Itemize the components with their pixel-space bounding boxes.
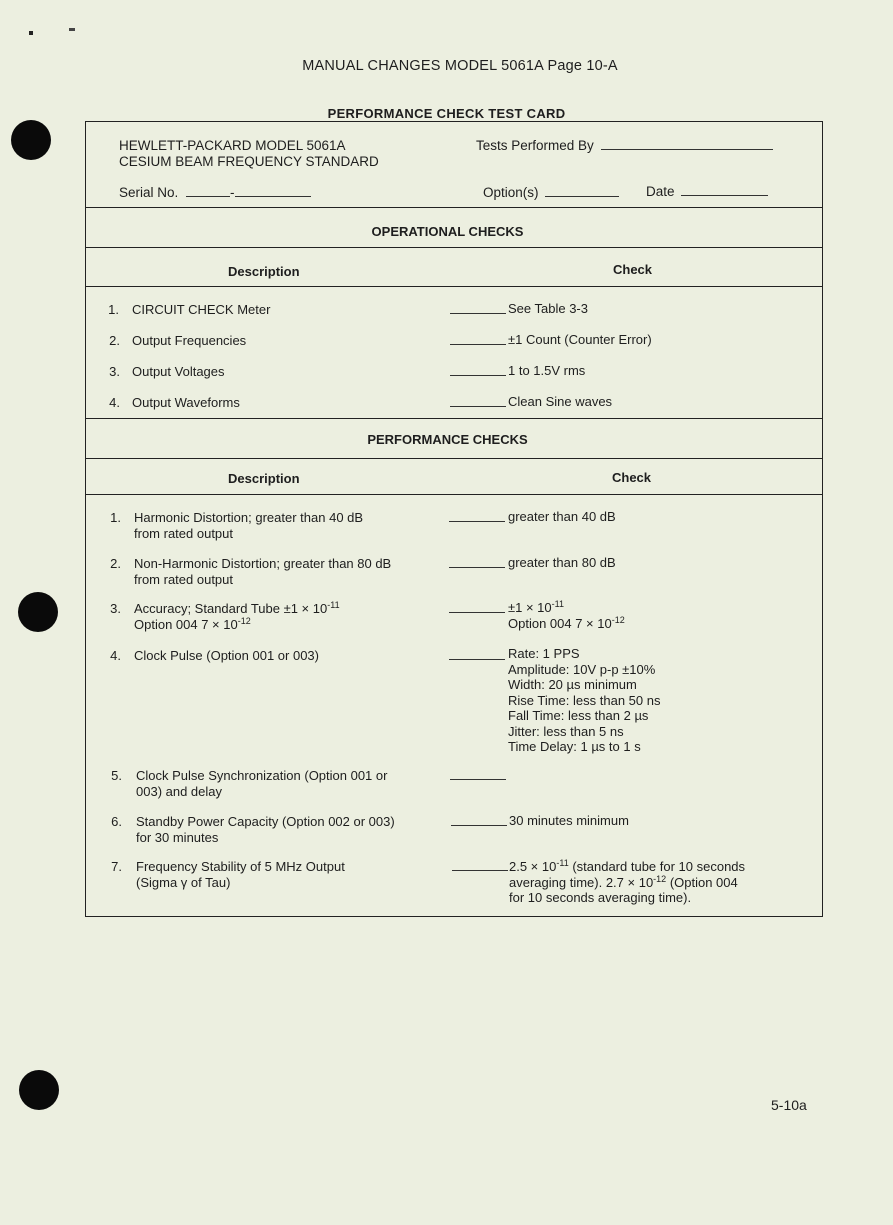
- performance-col-description: Description: [228, 471, 300, 486]
- check-text: Option 004 7 × 10: [508, 615, 612, 631]
- item-number: 7.: [111, 859, 122, 874]
- check-line: Rise Time: less than 50 ns: [508, 692, 661, 708]
- serial-blank-1[interactable]: [186, 184, 230, 197]
- item-check: See Table 3-3: [508, 301, 588, 316]
- item-check: [509, 859, 745, 906]
- exponent: -11: [556, 858, 569, 868]
- performance-col-check: Check: [612, 470, 652, 485]
- item-number: 1.: [108, 302, 119, 317]
- check-blank[interactable]: [450, 779, 506, 780]
- divider: [85, 418, 823, 419]
- exponent: -11: [551, 599, 564, 609]
- scan-speck: [29, 31, 33, 35]
- item-check: Clean Sine waves: [508, 394, 613, 409]
- item-description: Output Waveforms: [132, 395, 240, 410]
- check-text: ±1 × 10: [508, 600, 552, 615]
- check-blank[interactable]: [452, 870, 508, 871]
- description-line: [134, 617, 340, 633]
- item-number: 1.: [110, 510, 121, 525]
- description-line: from rated output: [134, 525, 233, 541]
- check-line: Amplitude: 10V p-p ±10%: [508, 661, 656, 677]
- divider: [85, 458, 823, 459]
- item-description: Clock Pulse (Option 001 or 003): [134, 648, 319, 663]
- serial-label: Serial No.: [119, 185, 179, 200]
- date-blank[interactable]: [681, 183, 768, 196]
- item-description: [136, 768, 387, 799]
- item-number: 2.: [110, 556, 121, 571]
- scan-speck: [69, 28, 75, 31]
- options-label: Option(s): [483, 185, 539, 200]
- description-text: Option 004 7 × 10: [134, 616, 238, 632]
- exponent: -11: [327, 600, 340, 610]
- check-blank[interactable]: [450, 313, 506, 314]
- serial-separator: -: [230, 185, 235, 200]
- item-number: 4.: [110, 648, 121, 663]
- item-description: Output Frequencies: [132, 333, 247, 348]
- description-line: Non-Harmonic Distortion; greater than 80 dB: [134, 556, 392, 571]
- item-check: ±1 Count (Counter Error): [508, 332, 652, 347]
- check-blank[interactable]: [451, 825, 507, 826]
- check-text: averaging time). 2.7 × 10: [509, 874, 654, 890]
- description-line: Standby Power Capacity (Option 002 or 003): [136, 814, 395, 829]
- page-header: MANUAL CHANGES MODEL 5061A Page 10-A: [302, 58, 618, 74]
- divider: [85, 494, 823, 495]
- date-label: Date: [646, 184, 675, 199]
- description-line: 003) and delay: [136, 783, 223, 799]
- operational-col-description: Description: [228, 264, 300, 279]
- item-description: [134, 601, 340, 632]
- item-number: 3.: [109, 364, 120, 379]
- date-field: [646, 183, 768, 199]
- binder-hole-top: [11, 120, 51, 160]
- options-blank[interactable]: [545, 184, 619, 197]
- check-text: (standard tube for 10 seconds: [568, 859, 746, 874]
- exponent: -12: [611, 614, 625, 625]
- item-check: 1 to 1.5V rms: [508, 363, 586, 378]
- item-number: 6.: [111, 814, 122, 829]
- card-title: PERFORMANCE CHECK TEST CARD: [327, 106, 566, 121]
- description-line: Harmonic Distortion; greater than 40 dB: [134, 510, 364, 525]
- check-line: [509, 875, 745, 891]
- item-description: [136, 859, 345, 890]
- binder-hole-bottom: [19, 1070, 59, 1110]
- tests-performed-blank[interactable]: [601, 137, 773, 150]
- binder-hole-middle: [18, 592, 58, 632]
- check-text: 2.5 × 10: [509, 859, 557, 874]
- check-line: for 10 seconds averaging time).: [509, 890, 692, 905]
- check-line: Rate: 1 PPS: [508, 646, 580, 661]
- options-field: [483, 184, 619, 200]
- description-line: (Sigma γ of Tau): [136, 874, 231, 890]
- item-check: 30 minutes minimum: [509, 813, 629, 828]
- check-blank[interactable]: [449, 659, 505, 660]
- item-check: greater than 80 dB: [508, 555, 616, 570]
- page-number: 5-10a: [771, 1097, 807, 1113]
- item-check: greater than 40 dB: [508, 509, 616, 524]
- item-description: [134, 510, 363, 541]
- description-text: Accuracy; Standard Tube ±1 × 10: [134, 601, 328, 616]
- item-description: Output Voltages: [132, 364, 225, 379]
- item-description: CIRCUIT CHECK Meter: [132, 302, 271, 317]
- item-check: [508, 646, 660, 755]
- item-number: 3.: [110, 601, 121, 616]
- operational-section-title: OPERATIONAL CHECKS: [371, 224, 524, 239]
- item-number: 5.: [111, 768, 122, 783]
- item-description: [136, 814, 395, 845]
- description-line: [134, 601, 340, 617]
- description-line: for 30 minutes: [136, 829, 219, 845]
- tests-performed-field: [476, 137, 773, 153]
- exponent: -12: [237, 615, 251, 626]
- check-blank[interactable]: [450, 406, 506, 407]
- description-line: from rated output: [134, 571, 233, 587]
- instrument-name: CESIUM BEAM FREQUENCY STANDARD: [119, 154, 379, 169]
- check-blank[interactable]: [449, 521, 505, 522]
- check-blank[interactable]: [449, 612, 505, 613]
- performance-section-title: PERFORMANCE CHECKS: [367, 432, 528, 447]
- serial-field: [119, 184, 311, 200]
- item-number: 4.: [109, 395, 120, 410]
- exponent: -12: [653, 873, 667, 884]
- item-description: [134, 556, 391, 587]
- serial-blank-2[interactable]: [235, 184, 311, 197]
- operational-col-check: Check: [613, 262, 653, 277]
- check-blank[interactable]: [450, 375, 506, 376]
- item-number: 2.: [109, 333, 120, 348]
- divider: [85, 247, 823, 248]
- check-text: (Option 004: [669, 874, 738, 890]
- check-line: [508, 616, 625, 632]
- check-line: Width: 20 µs minimum: [508, 677, 637, 692]
- check-blank[interactable]: [450, 344, 506, 345]
- tests-performed-label: Tests Performed By: [476, 138, 594, 153]
- check-blank[interactable]: [449, 567, 505, 568]
- check-line: Fall Time: less than 2 µs: [508, 708, 649, 723]
- check-line: Time Delay: 1 µs to 1 s: [508, 739, 641, 754]
- check-line: [509, 859, 745, 875]
- check-line: Jitter: less than 5 ns: [508, 723, 624, 739]
- check-line: [508, 600, 625, 616]
- item-check: [508, 600, 625, 631]
- description-line: Frequency Stability of 5 MHz Output: [136, 859, 345, 874]
- description-line: Clock Pulse Synchronization (Option 001 or: [136, 768, 388, 783]
- instrument-model: HEWLETT-PACKARD MODEL 5061A: [119, 138, 346, 153]
- divider: [85, 207, 823, 208]
- divider: [85, 286, 823, 287]
